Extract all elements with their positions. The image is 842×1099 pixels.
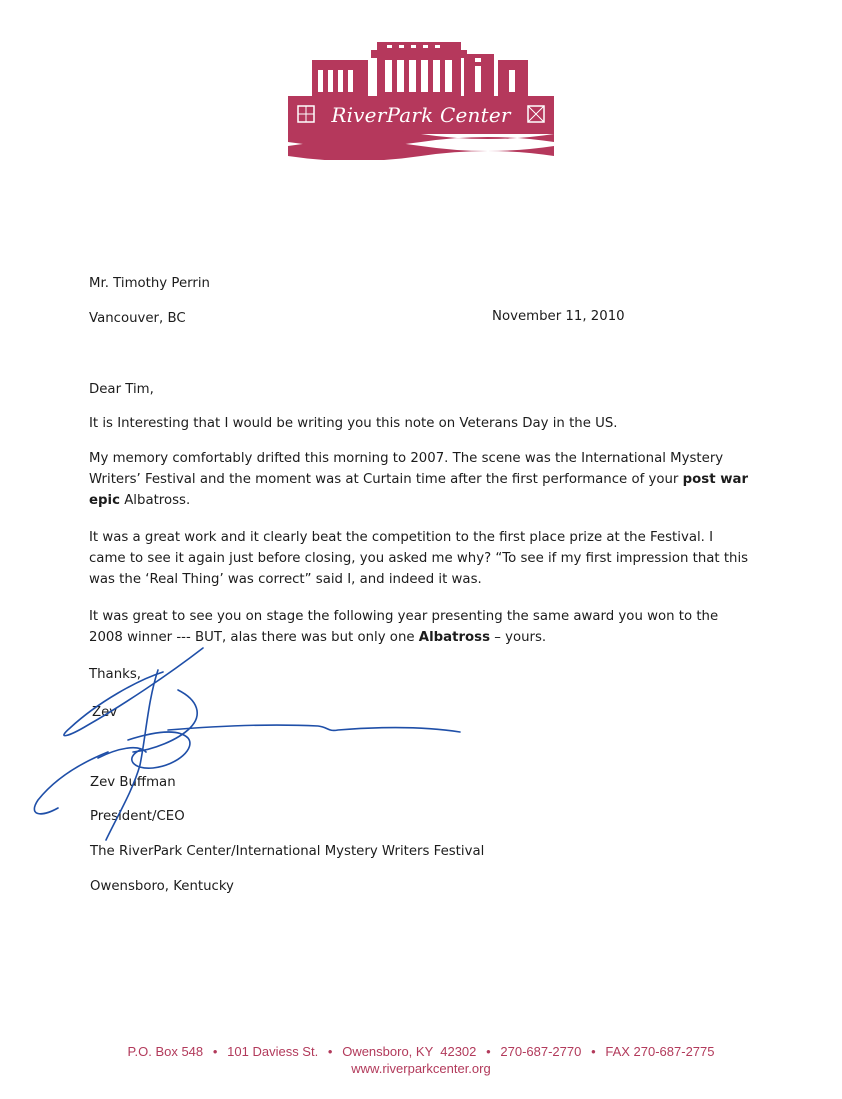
signer-name: Zev Buffman [90, 775, 176, 790]
footer-fax: FAX 270-687-2775 [605, 1044, 715, 1059]
paragraph-1: It is Interesting that I would be writing you this note on Veterans Day in the US. [89, 416, 618, 431]
footer-website[interactable]: www.riverparkcenter.org [351, 1061, 491, 1076]
recipient-name: Mr. Timothy Perrin [89, 276, 210, 291]
closing-thanks: Thanks, [89, 667, 141, 682]
salutation: Dear Tim, [89, 382, 154, 397]
paragraph-4: It was great to see you on stage the following year presenting the same award you won to the 2008 winner --- BUT, alas there was but only one Albatross – yours. [89, 609, 719, 645]
footer-phone: 270-687-2770 [500, 1044, 582, 1059]
footer-po-box: P.O. Box 548 [127, 1044, 204, 1059]
recipient-location: Vancouver, BC [89, 311, 186, 326]
closing-first-name: Zev [92, 705, 118, 720]
riverpark-center-logo [284, 40, 558, 160]
signer-title: President/CEO [90, 809, 185, 824]
logo-building-graphic [284, 40, 558, 160]
signer-organization: The RiverPark Center/International Mystery Writers Festival [90, 844, 485, 859]
footer-city: Owensboro, KY 42302 [342, 1044, 477, 1059]
footer-contact-line: P.O. Box 548 • 101 Daviess St. • Owensboro, KY 42302 • 270-687-2770 • FAX 270-687-2775 [127, 1044, 715, 1059]
signer-city: Owensboro, Kentucky [90, 879, 234, 894]
paragraph-2: My memory comfortably drifted this morning to 2007. The scene was the International Mystery Writers’ Festival and the moment was at Curtain time after the first performance of your post war epic Albatross. [89, 451, 749, 508]
letter-date: November 11, 2010 [492, 309, 625, 324]
logo-text: RiverPark Center [331, 103, 511, 127]
paragraph-3: It was a great work and it clearly beat the competition to the first place prize at the Festival. I came to see it again just before closing, you asked me why? “To see if my first impression that this was the ‘Real Thing’ was correct” said I, and indeed it was. [89, 530, 749, 587]
footer-street: 101 Daviess St. [227, 1044, 319, 1059]
